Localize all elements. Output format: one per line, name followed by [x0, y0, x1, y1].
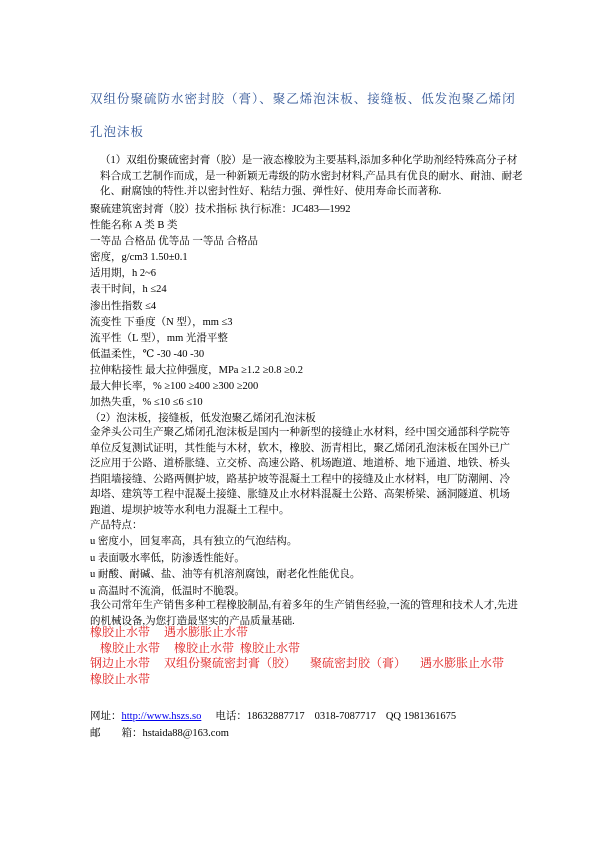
- description-line: 却塔、建筑等工程中混凝土接缝、胀缝及止水材料混凝土公路、高架桥梁、涵洞隧道、机场: [90, 489, 510, 500]
- product-link[interactable]: 橡胶止水带: [90, 671, 151, 686]
- description-line: 泛应用于公路、道桥胀缝、立交桥、高速公路、机场跑道、地道桥、地下通道、地铁、桥头: [90, 458, 510, 469]
- qq-number: QQ 1981361675: [385, 711, 457, 722]
- phone-mobile: 18632887717: [246, 711, 305, 722]
- links-row-1: [90, 625, 530, 641]
- features-list: [90, 518, 526, 600]
- spec-line: 适用期，h 2~6: [90, 268, 157, 280]
- section2-heading: （2）泡沫板，接缝板，低发泡聚乙烯闭孔泡沫板: [90, 413, 316, 425]
- product-link[interactable]: 钢边止水带: [90, 656, 151, 670]
- spec-line: 低温柔性，℃ -30 -40 -30: [90, 348, 205, 360]
- product-links: [90, 625, 530, 687]
- feature-item: u 高温时不流淌，低温时不脆裂。: [90, 585, 245, 597]
- description-line: 金斧头公司生产聚乙烯闭孔泡沫板是国内一种新型的接缝止水材料，经中国交通部科学院等: [90, 427, 510, 438]
- section2-description: [90, 425, 526, 518]
- feature-item: u 表面吸水率低，防渗透性能好。: [90, 552, 245, 564]
- product-link[interactable]: 双组份聚硫密封膏（胶）: [164, 656, 297, 670]
- links-row-3: [90, 656, 530, 687]
- product-link[interactable]: 橡胶止水带: [240, 640, 301, 655]
- spec-line: 一等品 合格品 优等品 一等品 合格品: [90, 236, 258, 248]
- product-link[interactable]: 橡胶止水带: [90, 625, 151, 639]
- feature-item: u 耐酸、耐碱、盐、油等有机溶剂腐蚀，耐老化性能优良。: [90, 569, 361, 581]
- spec-line: 流变性 下垂度（N 型），mm ≤3: [90, 316, 233, 328]
- page-title: 双组份聚硫防水密封胶（膏）、聚乙烯泡沫板、接缝板、低发泡聚乙烯闭孔泡沫板: [90, 91, 516, 139]
- closing-paragraph: 我公司常年生产销售多种工程橡胶制品,有着多年的生产销售经验,一流的管理和技术人才,先进的机械设备,为您打造最坚实的产品质量基础.: [90, 600, 518, 627]
- section1-intro: [90, 153, 526, 200]
- spec-line: 拉伸粘接性 最大拉伸强度，MPa ≥1.2 ≥0.8 ≥0.2: [90, 364, 303, 376]
- product-link[interactable]: 遇水膨胀止水带: [164, 625, 249, 639]
- links-row-2: [90, 641, 530, 657]
- spec-line: 密度，g/cm3 1.50±0.1: [90, 252, 188, 264]
- spec-line: 表干时间，h ≤24: [90, 284, 167, 296]
- phone-landline: 0318-7087717: [314, 711, 376, 722]
- email-address: hstaida88@163.com: [142, 728, 229, 739]
- intro-paragraph: （1）双组份聚硫密封膏（胶）是一液态橡胶为主要基料,添加多种化学助剂经特殊高分子材料合成工艺制作而成，是一种新颖无毒级的防水密封材料,产品具有优良的耐水、耐油、耐老化、耐腐蚀的特性.并以密封性好、粘结力强、弹性好、使用寿命长而著称.: [100, 155, 523, 197]
- description-line: 单位反复测试证明，其性能与木材，软木，橡胶、沥青相比，聚乙烯闭孔泡沫板在国外已广: [90, 442, 510, 454]
- product-link[interactable]: 遇水膨胀止水带: [420, 656, 505, 670]
- description-line: 跑道、堤坝护坡等水利电力混凝土工程中。: [90, 504, 290, 516]
- spec-line: 性能名称 A 类 B 类: [90, 220, 178, 232]
- spec-line: 渗出性指数 ≤4: [90, 300, 157, 312]
- spec-line: 加热失重，% ≤10 ≤6 ≤10: [90, 397, 203, 409]
- contact-row-2: [90, 725, 530, 742]
- product-link[interactable]: 橡胶止水带: [174, 640, 235, 655]
- contact-info: [90, 708, 530, 742]
- description-line: 挡阻墙接缝、公路两侧护坡，路基护坡等混凝土工程中的接缝及止水材料，电厂防潮闸、冷: [90, 473, 510, 485]
- website-label: 网址：: [90, 711, 122, 722]
- spec-list: [90, 202, 526, 427]
- feature-item: u 密度小，回复率高，具有独立的气泡结构。: [90, 536, 298, 548]
- spec-line: 流平性（L 型），mm 光滑平整: [90, 332, 228, 344]
- phone-label: 电话：: [215, 711, 247, 722]
- website-link[interactable]: http://www.hszs.so: [121, 711, 202, 722]
- contact-row-1: [90, 708, 530, 725]
- features-title: 产品特点：: [90, 520, 143, 531]
- product-link[interactable]: 橡胶止水带: [100, 640, 161, 655]
- email-label: 邮 箱：: [90, 728, 143, 739]
- product-link[interactable]: 聚硫密封胶（膏）: [310, 656, 407, 670]
- spec-line: 最大伸长率，% ≥100 ≥400 ≥300 ≥200: [90, 381, 259, 393]
- spec-line: 聚硫建筑密封膏（胶）技术指标 执行标准：JC483—1992: [90, 204, 351, 215]
